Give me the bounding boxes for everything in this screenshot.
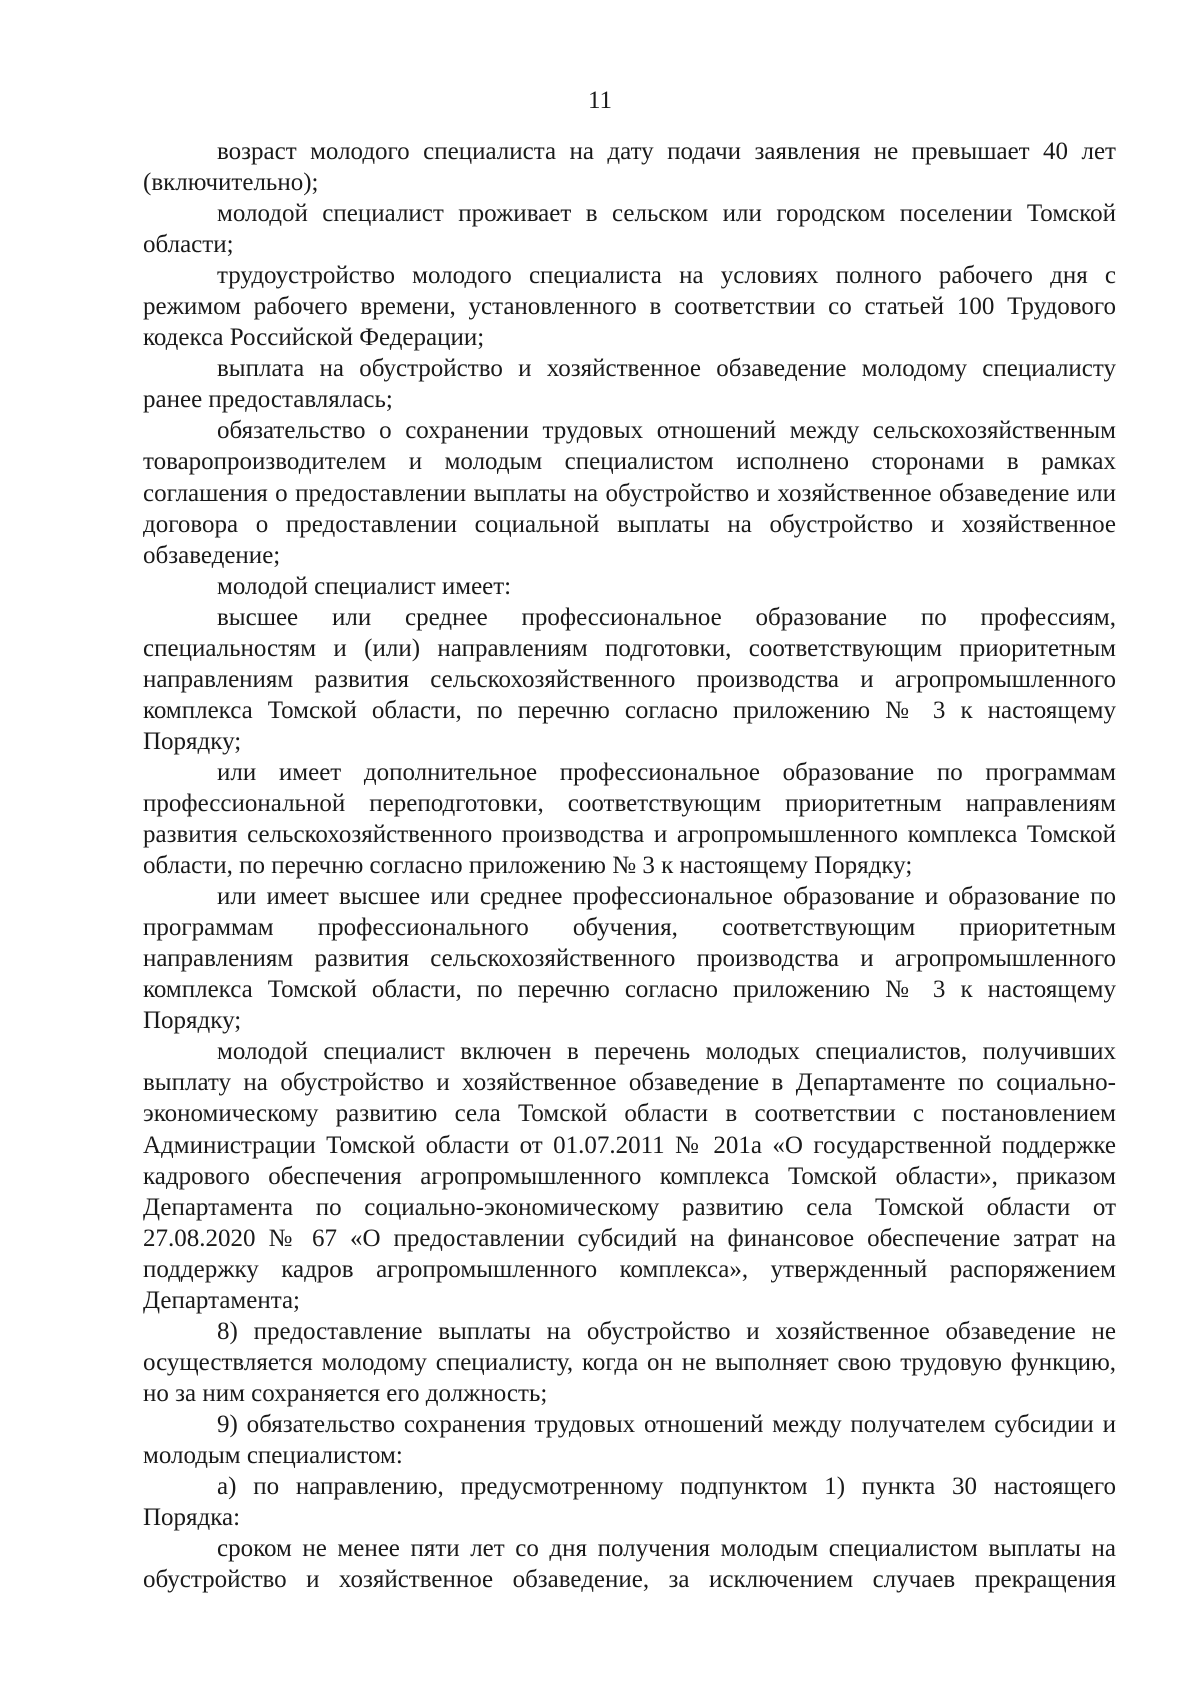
paragraph: молодой специалист включен в перечень молодых специалистов, получивших выплату на обустройство и хозяйственное обзаведение в Департаменте по социально-экономическому развитию села Томской области в соответствии с постановлением Администрации Томской области от 01.07.2011 № 201а «О государственной поддержке кадрового обеспечения агропромышленного комплекса Томской области», приказом Департамента по социально-экономическому развитию села Томской области от 27.08.2020 № 67 «О предоставлении субсидий на финансовое обеспечение затрат на поддержку кадров агропромышленного комплекса», утвержденный распоряжением Департамента; [143,1038,1116,1314]
paragraph: сроком не менее пяти лет со дня получения молодым специалистом выплаты на обустройство и хозяйственное обзаведение, за исключением случаев прекращения [143,1535,1116,1594]
paragraph: 9) обязательство сохранения трудовых отношений между получателем субсидии и молодым специалистом: [143,1410,1116,1469]
paragraph: молодой специалист проживает в сельском или городском поселении Томской области; [143,200,1116,259]
paragraph: выплата на обустройство и хозяйственное обзаведение молодому специалисту ранее предоставлялась; [143,355,1116,414]
paragraph: трудоустройство молодого специалиста на условиях полного рабочего дня с режимом рабочего времени, установленного в соответствии со статьей 100 Трудового кодекса Российской Федерации; [143,262,1116,352]
paragraph: или имеет дополнительное профессиональное образование по программам профессиональной переподготовки, соответствующим приоритетным направлениям развития сельскохозяйственного производства и агропромышленного комплекса Томской области, по перечню согласно приложению № 3 к настоящему Порядку; [143,758,1116,880]
document-body [143,136,1116,1595]
paragraph: молодой специалист имеет: [217,572,512,600]
paragraph: возраст молодого специалиста на дату подачи заявления не превышает 40 лет (включительно); [143,138,1116,197]
page-number: 11 [587,87,613,114]
paragraph: а) по направлению, предусмотренному подпунктом 1) пункта 30 настоящего Порядка: [143,1473,1116,1532]
paragraph: 8) предоставление выплаты на обустройство и хозяйственное обзаведение не осуществляется молодому специалисту, когда он не выполняет свою трудовую функцию, но за ним сохраняется его должность; [143,1317,1116,1407]
paragraph: обязательство о сохранении трудовых отношений между сельскохозяйственным товаропроизводителем и молодым специалистом исполнено сторонами в рамках соглашения о предоставлении выплаты на обустройство и хозяйственное обзаведение или договора о предоставлении социальной выплаты на обустройство и хозяйственное обзаведение; [143,417,1116,569]
paragraph: или имеет высшее или среднее профессиональное образование и образование по программам профессионального обучения, соответствующим приоритетным направлениям развития сельскохозяйственного производства и агропромышленного комплекса Томской области, по перечню согласно приложению № 3 к настоящему Порядку; [143,883,1116,1035]
paragraph: высшее или среднее профессиональное образование по профессиям, специальностям и (или) направлениям подготовки, соответствующим приоритетным направлениям развития сельскохозяйственного производства и агропромышленного комплекса Томской области, по перечню согласно приложению № 3 к настоящему Порядку; [143,603,1116,755]
